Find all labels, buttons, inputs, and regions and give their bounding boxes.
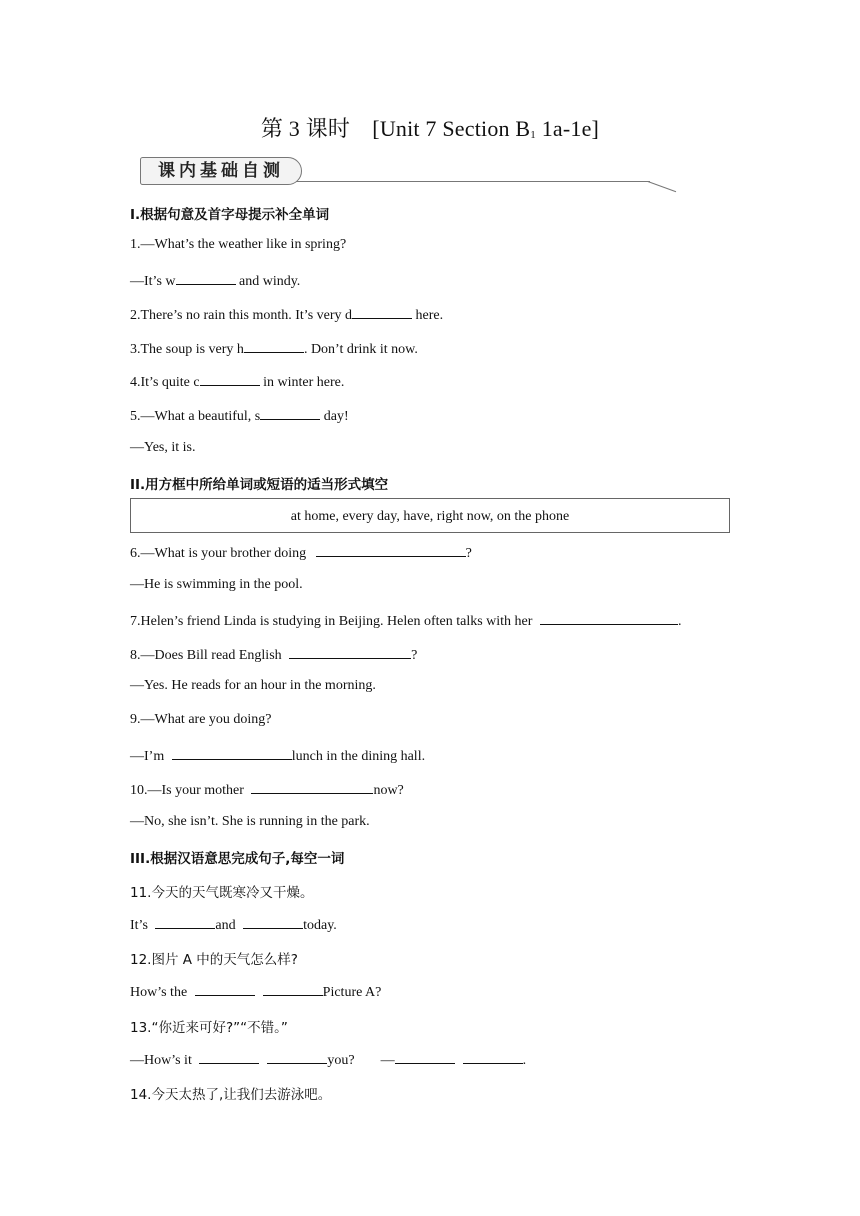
question-8b: —Yes. He reads for an hour in the morning. <box>130 678 376 693</box>
answer-blank[interactable] <box>199 1050 259 1064</box>
q11-b: and <box>215 918 240 933</box>
question-11-answer <box>130 915 337 934</box>
question-3 <box>130 339 418 358</box>
answer-blank[interactable] <box>172 746 292 760</box>
answer-blank[interactable] <box>540 611 678 625</box>
q6a-pre: 6.—What is your brother doing <box>130 546 310 561</box>
q3-pre: 3.The soup is very h <box>130 342 244 357</box>
title-prefix: 第 3 课时 [Unit 7 Section B <box>260 116 531 141</box>
answer-blank[interactable] <box>244 339 304 353</box>
q2-pre: 2.There’s no rain this month. It’s very d <box>130 308 353 323</box>
question-12-answer <box>130 982 381 1001</box>
answer-blank[interactable] <box>289 645 411 659</box>
question-7 <box>130 611 681 630</box>
question-6a <box>130 543 472 562</box>
banner-label: 课内基础自测 <box>140 157 302 185</box>
question-2 <box>130 305 443 324</box>
question-13-answer <box>130 1050 526 1069</box>
title-suffix: 1a-1e] <box>536 116 600 141</box>
q3-post: . Don’t drink it now. <box>303 342 418 357</box>
q13-d: . <box>522 1053 527 1068</box>
q1b-pre: —It’s w <box>130 274 176 289</box>
answer-blank[interactable] <box>243 915 303 929</box>
q6a-post: ? <box>465 546 472 561</box>
answer-blank[interactable] <box>195 982 255 996</box>
question-8a <box>130 645 417 664</box>
answer-blank[interactable] <box>316 543 466 557</box>
q10a-post: now? <box>373 783 404 798</box>
q12-a: How’s the <box>130 985 191 1000</box>
question-6b: —He is swimming in the pool. <box>130 577 303 592</box>
title-subscript: 1 <box>530 129 536 141</box>
q13-b: you? <box>327 1053 355 1068</box>
question-10b: —No, she isn’t. She is running in the park. <box>130 814 370 829</box>
q5a-pre: 5.—What a beautiful, s <box>130 409 261 424</box>
answer-blank[interactable] <box>267 1050 327 1064</box>
section-heading-2: II.用方框中所给单词或短语的适当形式填空 <box>130 477 389 493</box>
section-heading-3: III.根据汉语意思完成句子,每空一词 <box>130 851 345 867</box>
answer-blank[interactable] <box>200 372 260 386</box>
page-title <box>0 112 860 143</box>
question-9a: 9.—What are you doing? <box>130 712 272 727</box>
word-bank-box: at home, every day, have, right now, on the phone <box>130 498 730 533</box>
answer-blank[interactable] <box>260 406 320 420</box>
q4-post: in winter here. <box>259 375 345 390</box>
q12-b: Picture A? <box>322 985 382 1000</box>
q10a-pre: 10.—Is your mother <box>130 783 248 798</box>
banner-rule <box>290 181 650 182</box>
question-12-prompt: 12.图片 A 中的天气怎么样? <box>130 952 298 968</box>
question-1b <box>130 271 300 290</box>
q11-a: It’s <box>130 918 152 933</box>
q13-c: — <box>380 1053 395 1068</box>
q8a-pre: 8.—Does Bill read English <box>130 648 286 663</box>
q7-pre: 7.Helen’s friend Linda is studying in Beijing. Helen often talks with her <box>130 614 536 629</box>
q13-a: —How’s it <box>130 1053 196 1068</box>
q9b-pre: —I’m <box>130 749 168 764</box>
q7-post: . <box>677 614 682 629</box>
q8a-post: ? <box>411 648 418 663</box>
question-13-prompt: 13.“你近来可好?”“不错。” <box>130 1020 288 1036</box>
q1b-post: and windy. <box>235 274 301 289</box>
answer-blank[interactable] <box>463 1050 523 1064</box>
answer-blank[interactable] <box>251 780 373 794</box>
answer-blank[interactable] <box>155 915 215 929</box>
question-11-prompt: 11.今天的天气既寒冷又干燥。 <box>130 885 314 901</box>
question-9b <box>130 746 425 765</box>
q2-post: here. <box>412 308 444 323</box>
answer-blank[interactable] <box>352 305 412 319</box>
answer-blank[interactable] <box>395 1050 455 1064</box>
section-banner <box>140 153 540 193</box>
question-10a <box>130 780 404 799</box>
q9b-post: lunch in the dining hall. <box>291 749 426 764</box>
question-14-prompt: 14.今天太热了,让我们去游泳吧。 <box>130 1087 332 1103</box>
q5a-post: day! <box>320 409 349 424</box>
answer-blank[interactable] <box>263 982 323 996</box>
q11-c: today. <box>303 918 337 933</box>
answer-blank[interactable] <box>176 271 236 285</box>
section-heading-1: I.根据句意及首字母提示补全单词 <box>130 207 330 223</box>
question-1a: 1.—What’s the weather like in spring? <box>130 237 347 252</box>
question-5b: —Yes, it is. <box>130 440 196 455</box>
q4-pre: 4.It’s quite c <box>130 375 200 390</box>
question-4 <box>130 372 344 391</box>
banner-rule-tail <box>648 181 677 192</box>
question-5a <box>130 406 349 425</box>
